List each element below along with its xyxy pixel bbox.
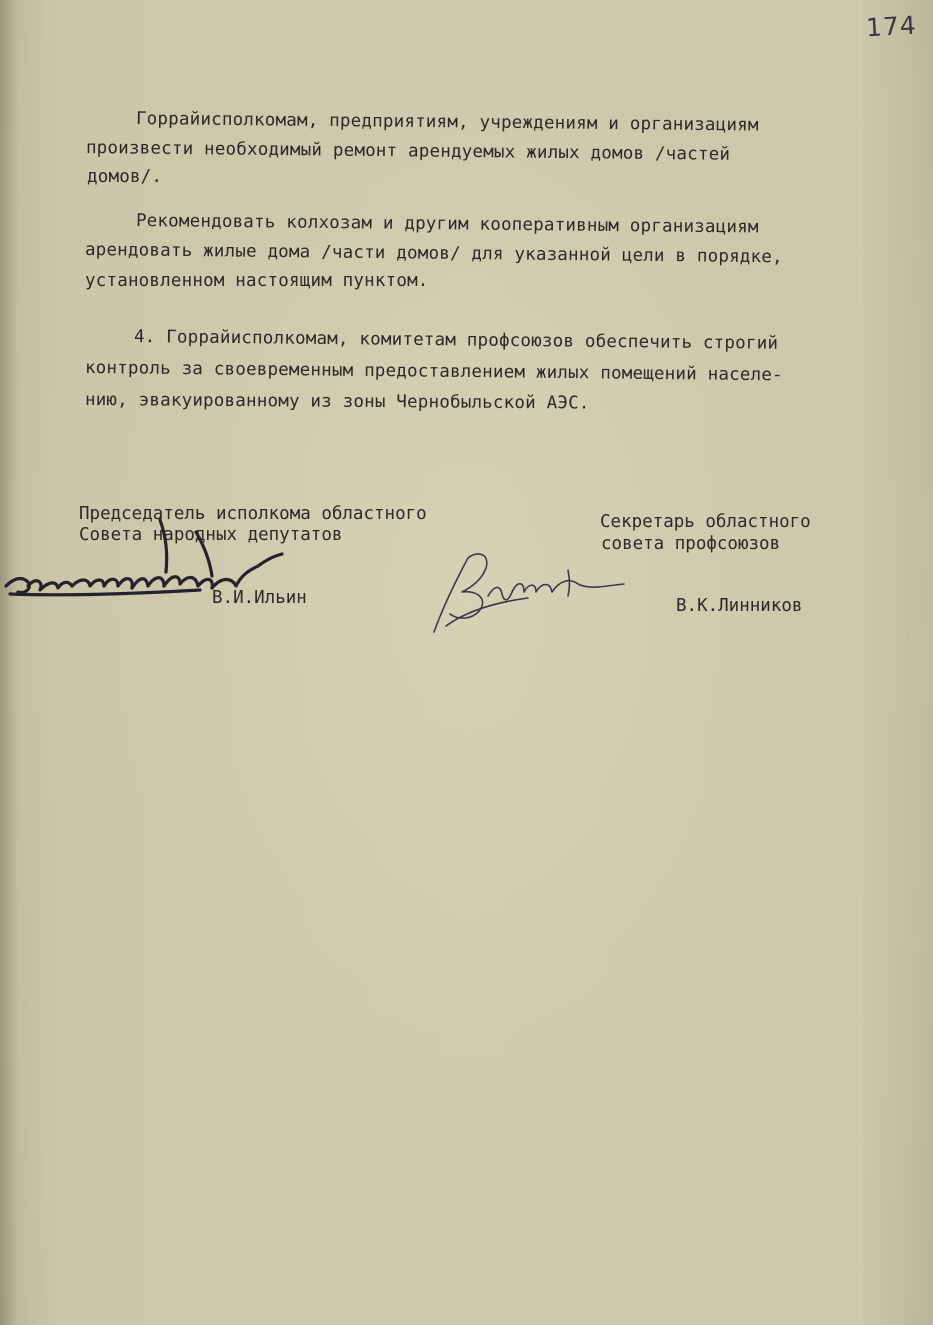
page-binding-edge bbox=[0, 0, 18, 1325]
left-signatory-title-line-2: Совета народных депутатов bbox=[79, 525, 343, 545]
paragraph-3-line-3: нию, эвакуированному из зоны Чернобыльской АЭС. bbox=[84, 390, 590, 414]
right-signatory-name: В.К.Линников bbox=[676, 596, 803, 616]
left-handwritten-signature bbox=[0, 490, 300, 620]
paragraph-2-line-3: установленном настоящим пунктом. bbox=[85, 271, 429, 291]
paragraph-2-line-2: арендовать жилые дома /части домов/ для указанной цели в порядке, bbox=[84, 240, 783, 268]
paragraph-1-line-1: Горрайисполкомам, предприятиям, учреждениям и организациям bbox=[135, 109, 759, 136]
left-signatory-name: В.И.Ильин bbox=[212, 588, 307, 608]
paragraph-1-line-3: домов/. bbox=[87, 167, 163, 187]
right-handwritten-signature bbox=[428, 540, 638, 640]
page-number: 174 bbox=[865, 10, 918, 43]
paragraph-3-line-1: 4. Горрайисполкомам, комитетам профсоюзов обеспечить строгий bbox=[133, 327, 779, 354]
right-signatory-title-line-1: Секретарь областного bbox=[600, 512, 811, 532]
paragraph-3-line-2: контроль за своевременным предоставлением жилых помещений населе- bbox=[84, 358, 783, 386]
right-signatory-title-line-2: совета профсоюзов bbox=[601, 534, 781, 554]
paragraph-1-line-2: произвести необходимый ремонт арендуемых жилых домов /частей bbox=[85, 138, 731, 165]
left-signatory-title-line-1: Председатель исполкома областного bbox=[79, 504, 427, 524]
paragraph-2-line-1: Рекомендовать колхозам и другим кооперативным организациям bbox=[135, 211, 759, 238]
